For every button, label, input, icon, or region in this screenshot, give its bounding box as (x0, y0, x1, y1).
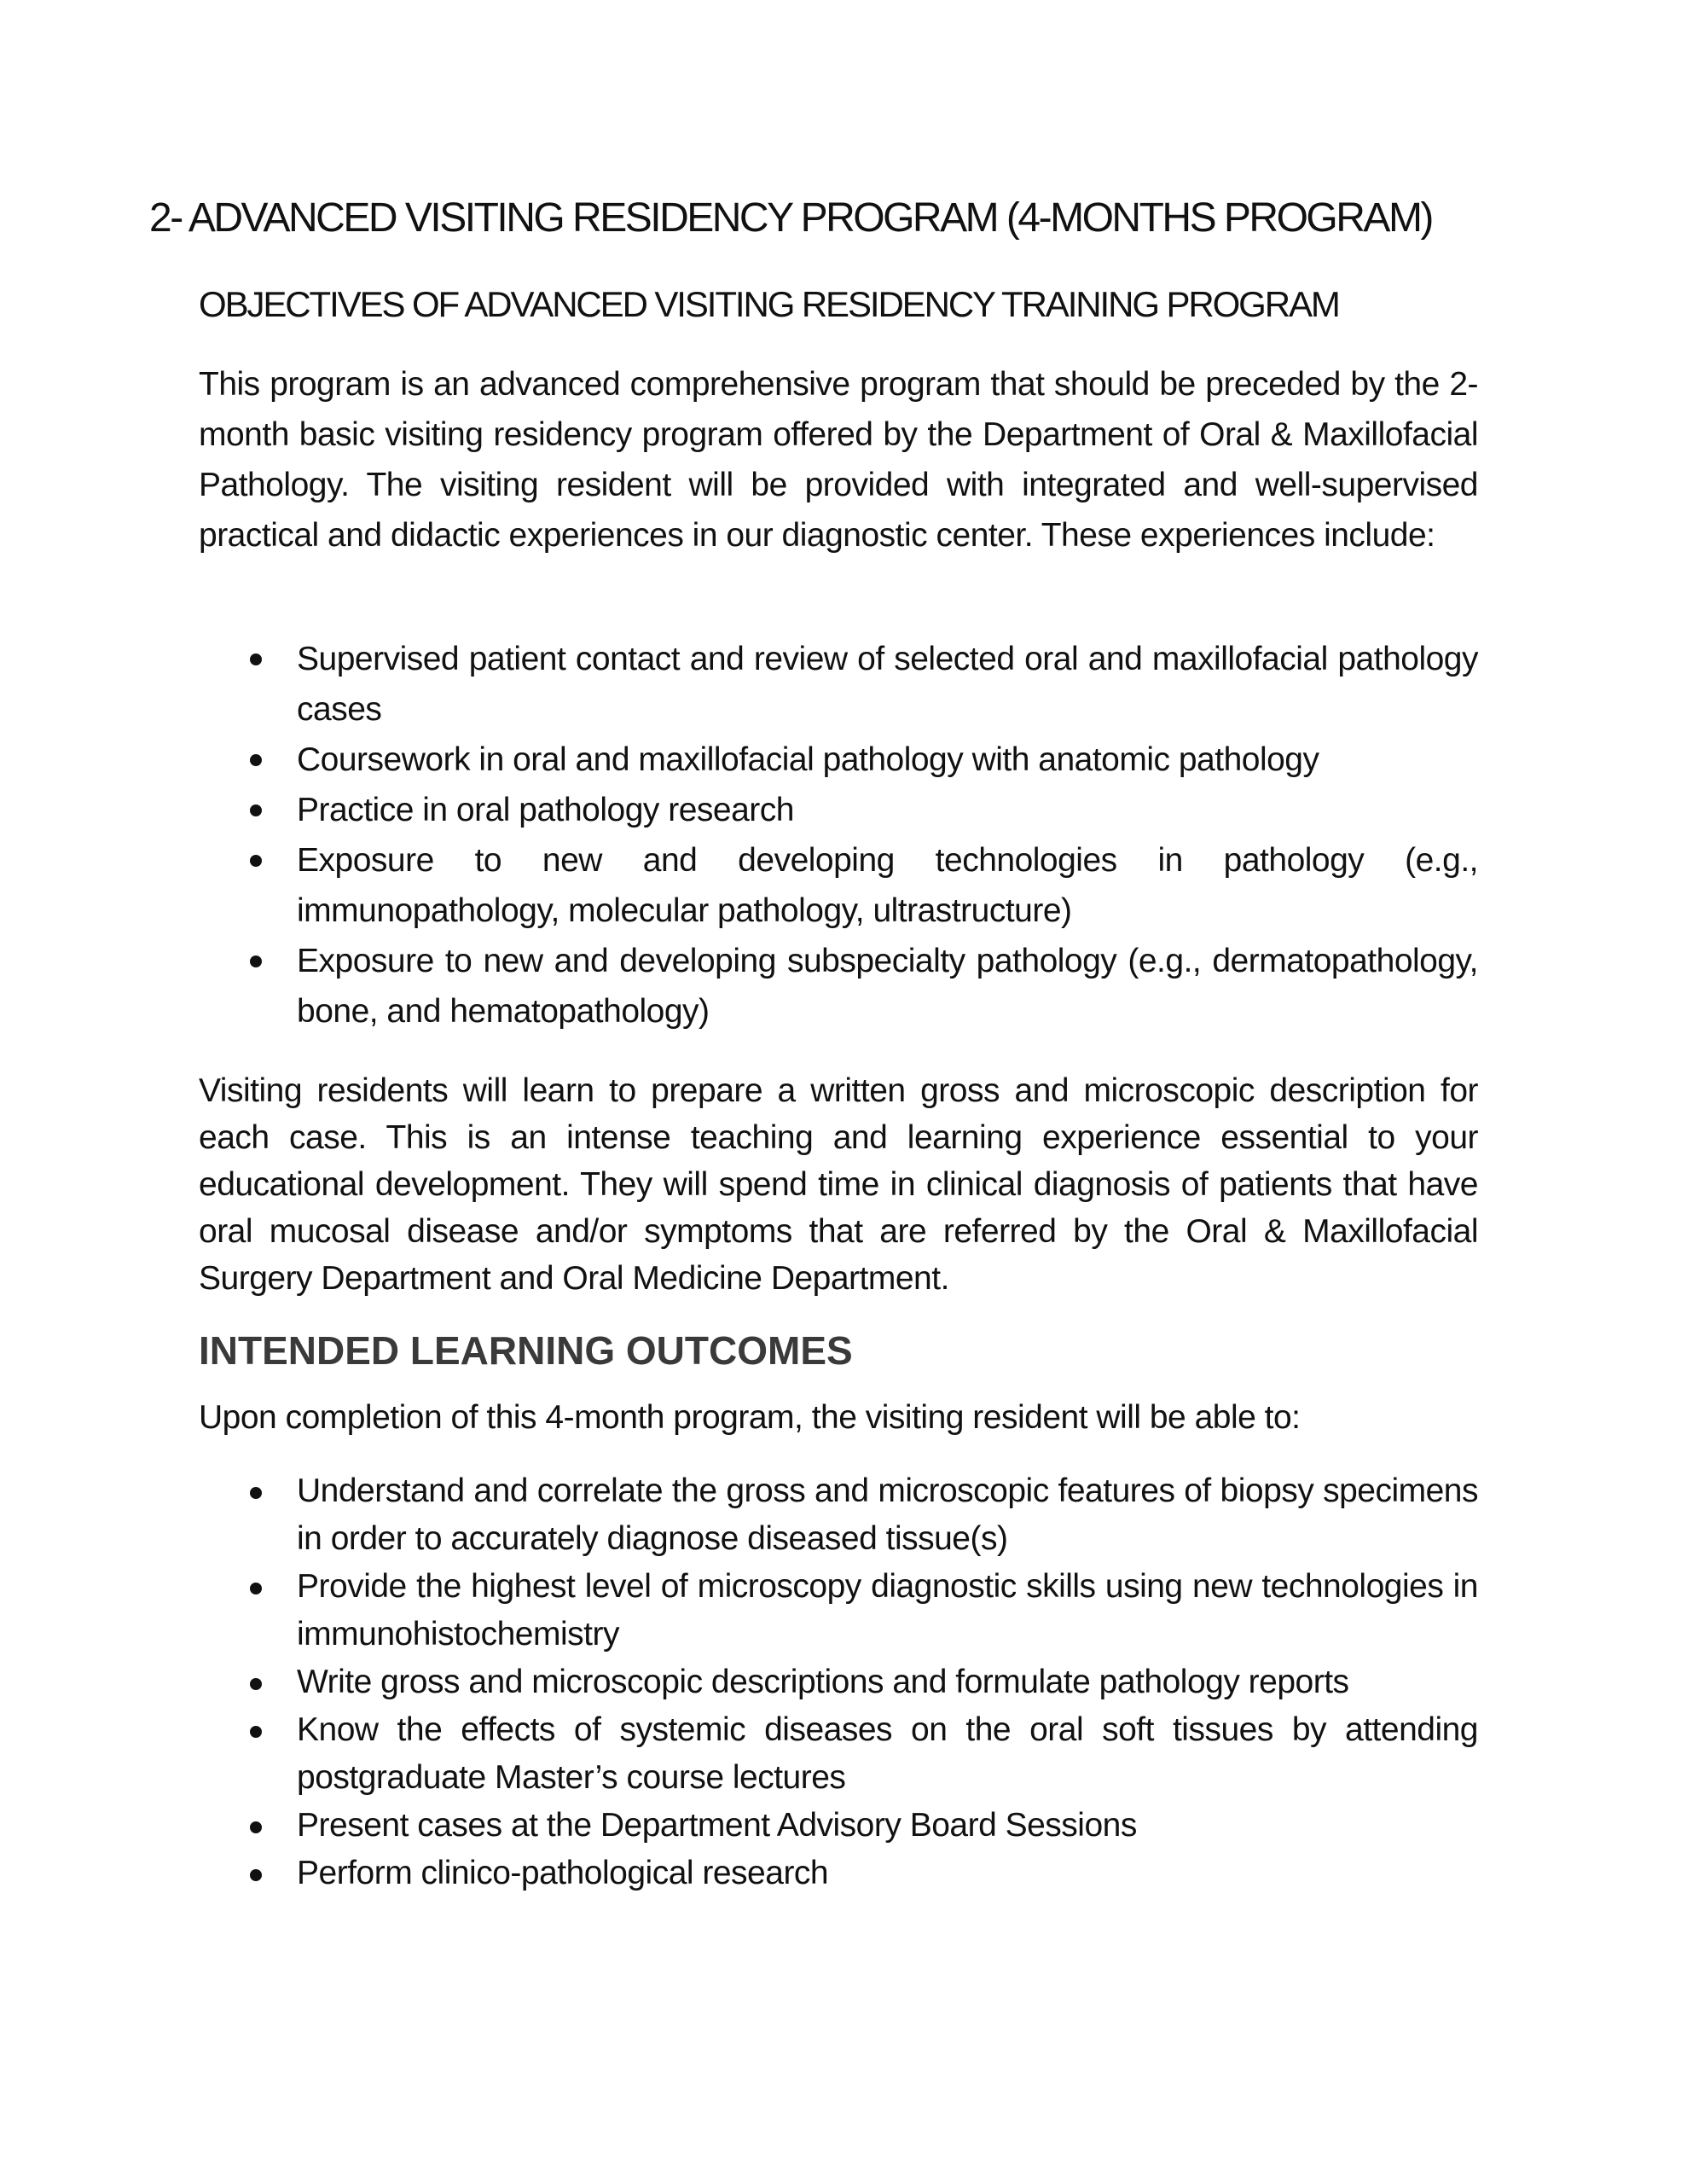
list-item-text: Provide the highest level of microscopy diagnostic skills using new technologies in immunohistochemistry (297, 1568, 1478, 1653)
list-item (199, 835, 1478, 936)
list-item (199, 735, 1478, 785)
list-item-text: Practice in oral pathology research (297, 792, 794, 828)
bullet-icon (250, 1678, 262, 1690)
bullet-icon (250, 855, 262, 867)
bullet-icon (250, 804, 262, 816)
list-item-text: Exposure to new and developing subspecialty pathology (e.g., dermatopathology, bone, and hematopathology) (297, 943, 1478, 1030)
list-item-text: Exposure to new and developing technologies in pathology (e.g., immunopathology, molecular pathology, ultrastructure) (297, 842, 1478, 929)
list-item (199, 1467, 1478, 1563)
objectives-heading: OBJECTIVES OF ADVANCED VISITING RESIDENCY TRAINING PROGRAM (199, 284, 1339, 324)
experiences-list (199, 634, 1478, 1037)
list-item (199, 634, 1478, 735)
list-item-text: Coursework in oral and maxillofacial pathology with anatomic pathology (297, 741, 1319, 778)
bullet-icon (250, 754, 262, 766)
section-title: 2- ADVANCED VISITING RESIDENCY PROGRAM (4-MONTHS PROGRAM) (149, 195, 1432, 241)
list-item (199, 1706, 1478, 1802)
bullet-icon (250, 1821, 262, 1833)
outcomes-list (199, 1467, 1478, 1897)
list-item (199, 936, 1478, 1037)
list-item (199, 1563, 1478, 1658)
list-item-text: Perform clinico-pathological research (297, 1855, 829, 1891)
list-item-text: Understand and correlate the gross and microscopic features of biopsy specimens in order to accurately diagnose diseased tissue(s) (297, 1472, 1478, 1557)
outcomes-intro: Upon completion of this 4-month program, the visiting resident will be able to: (199, 1399, 1301, 1436)
list-item-text: Know the effects of systemic diseases on the oral soft tissues by attending postgraduate Master’s course lectures (297, 1711, 1478, 1796)
intro-paragraph: This program is an advanced comprehensive program that should be preceded by the 2-month basic visiting residency program offered by the Department of Oral & Maxillofacial Pathology. The visiting resident will be provided with integrated and well-supervised practical and didactic experiences in our diagnostic center. These experiences include: (199, 366, 1478, 554)
bullet-icon (250, 1726, 262, 1738)
list-item (199, 1850, 1478, 1897)
list-item-text: Present cases at the Department Advisory Board Sessions (297, 1807, 1137, 1844)
list-item (199, 1658, 1478, 1706)
bullet-icon (250, 653, 262, 665)
list-item (199, 1802, 1478, 1850)
bullet-icon (250, 1583, 262, 1594)
bullet-icon (250, 956, 262, 967)
list-item-text: Write gross and microscopic descriptions and formulate pathology reports (297, 1664, 1349, 1700)
learning-outcomes-heading: INTENDED LEARNING OUTCOMES (199, 1328, 853, 1373)
list-item (199, 785, 1478, 835)
list-item-text: Supervised patient contact and review of selected oral and maxillofacial pathology cases (297, 641, 1478, 728)
bullet-icon (250, 1869, 262, 1881)
bullet-icon (250, 1487, 262, 1499)
visiting-residents-paragraph: Visiting residents will learn to prepare a written gross and microscopic description for each case. This is an intense teaching and learning experience essential to your educational development. They will spend time in clinical diagnosis of patients that have oral mucosal disease and/or symptoms that are referred by the Oral & Maxillofacial Surgery Department and Oral Medicine Department. (199, 1072, 1478, 1297)
